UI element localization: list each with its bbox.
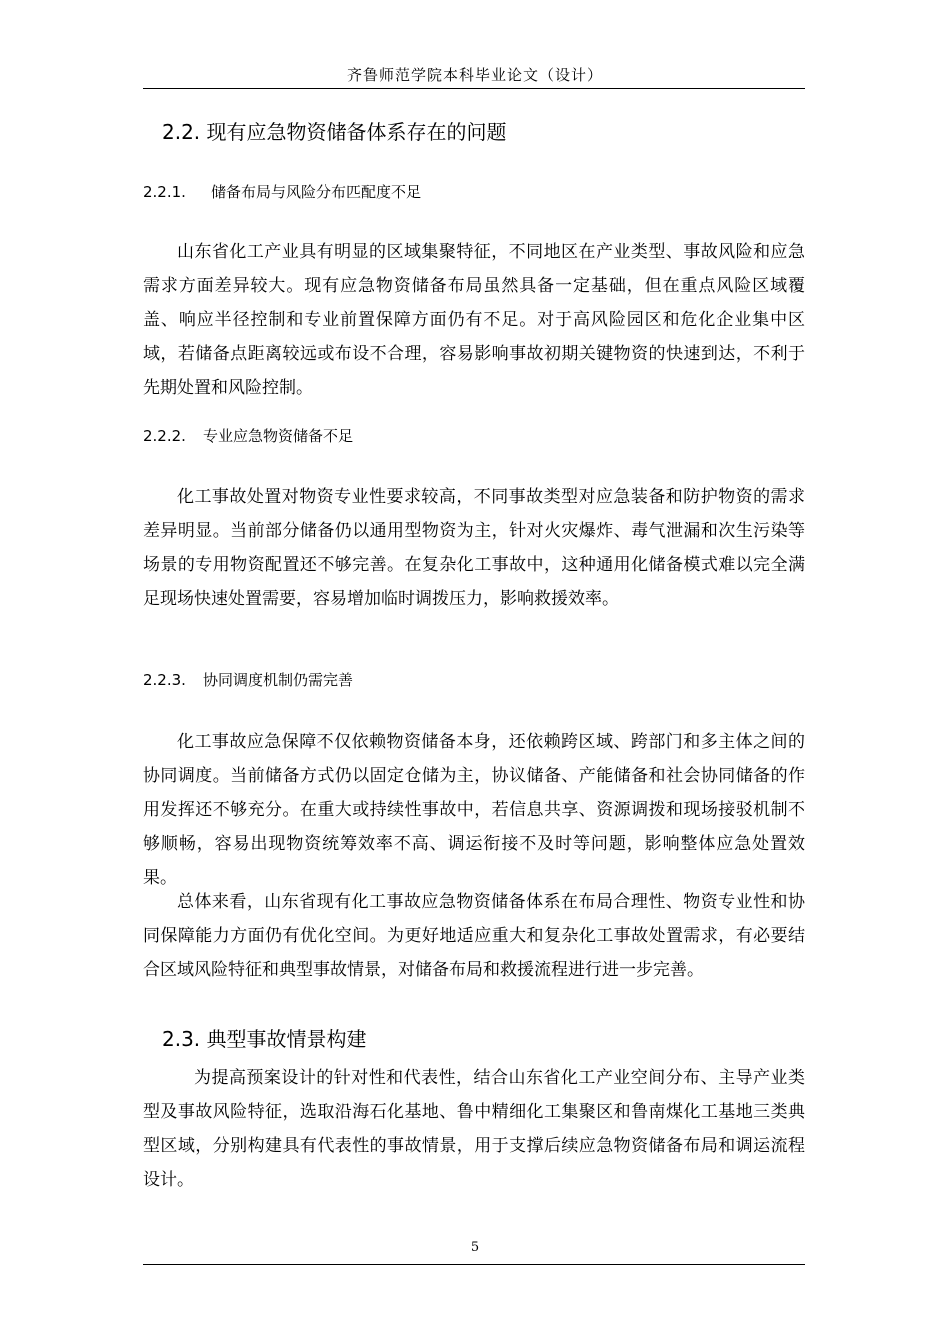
subsection-title: 储备布局与风险分布匹配度不足 [211,183,422,201]
paragraph-2-3: 为提高预案设计的针对性和代表性，结合山东省化工产业空间分布、主导产业类型及事故风险特征，选取沿海石化基地、鲁中精细化工集聚区和鲁南煤化工基地三类典型区域，分别构建具有代表性的事故情景，用于支撑后续应急物资储备布局和调运流程设计。 [143,1068,805,1190]
page-number: 5 [470,1240,480,1255]
header-rule [143,88,805,89]
subsection-title: 协同调度机制仍需完善 [203,671,354,689]
subsection-number: 2.2.3. [143,671,186,689]
section-heading-2-2: 2.2. 现有应急物资储备体系存在的问题 [162,120,507,144]
subsection-number: 2.2.2. [143,427,186,445]
paragraph-2-2-1: 山东省化工产业具有明显的区域集聚特征，不同地区在产业类型、事故风险和应急需求方面差异较大。现有应急物资储备布局虽然具备一定基础，但在重点风险区域覆盖、响应半径控制和专业前置保障方面仍有不足。对于高风险园区和危化企业集中区域，若储备点距离较远或布设不合理，容易影响事故初期关键物资的快速到达，不利于先期处置和风险控制。 [143,242,805,398]
subsection-heading-2-2-1 [143,181,421,202]
footer-rule [143,1264,805,1265]
paragraph-2-2-3: 化工事故应急保障不仅依赖物资储备本身，还依赖跨区域、跨部门和多主体之间的协同调度。当前储备方式仍以固定仓储为主，协议储备、产能储备和社会协同储备的作用发挥还不够充分。在重大或持续性事故中，若信息共享、资源调拨和现场接驳机制不够顺畅，容易出现物资统筹效率不高、调运衔接不及时等问题，影响整体应急处置效果。 [143,732,805,888]
subsection-heading-2-2-3 [143,669,353,690]
subsection-title: 专业应急物资储备不足 [203,427,354,445]
page-header: 齐鲁师范学院本科毕业论文（设计） [346,66,603,84]
subsection-number: 2.2.1. [143,183,186,201]
section-heading-2-3: 2.3. 典型事故情景构建 [162,1027,367,1051]
paragraph-summary: 总体来看，山东省现有化工事故应急物资储备体系在布局合理性、物资专业性和协同保障能力方面仍有优化空间。为更好地适应重大和复杂化工事故处置需求，有必要结合区域风险特征和典型事故情景，对储备布局和救援流程进行进一步完善。 [143,892,805,980]
subsection-heading-2-2-2 [143,425,353,446]
paragraph-2-2-2: 化工事故处置对物资专业性要求较高，不同事故类型对应急装备和防护物资的需求差异明显。当前部分储备仍以通用型物资为主，针对火灾爆炸、毒气泄漏和次生污染等场景的专用物资配置还不够完善。在复杂化工事故中，这种通用化储备模式难以完全满足现场快速处置需要，容易增加临时调拨压力，影响救援效率。 [143,487,805,609]
